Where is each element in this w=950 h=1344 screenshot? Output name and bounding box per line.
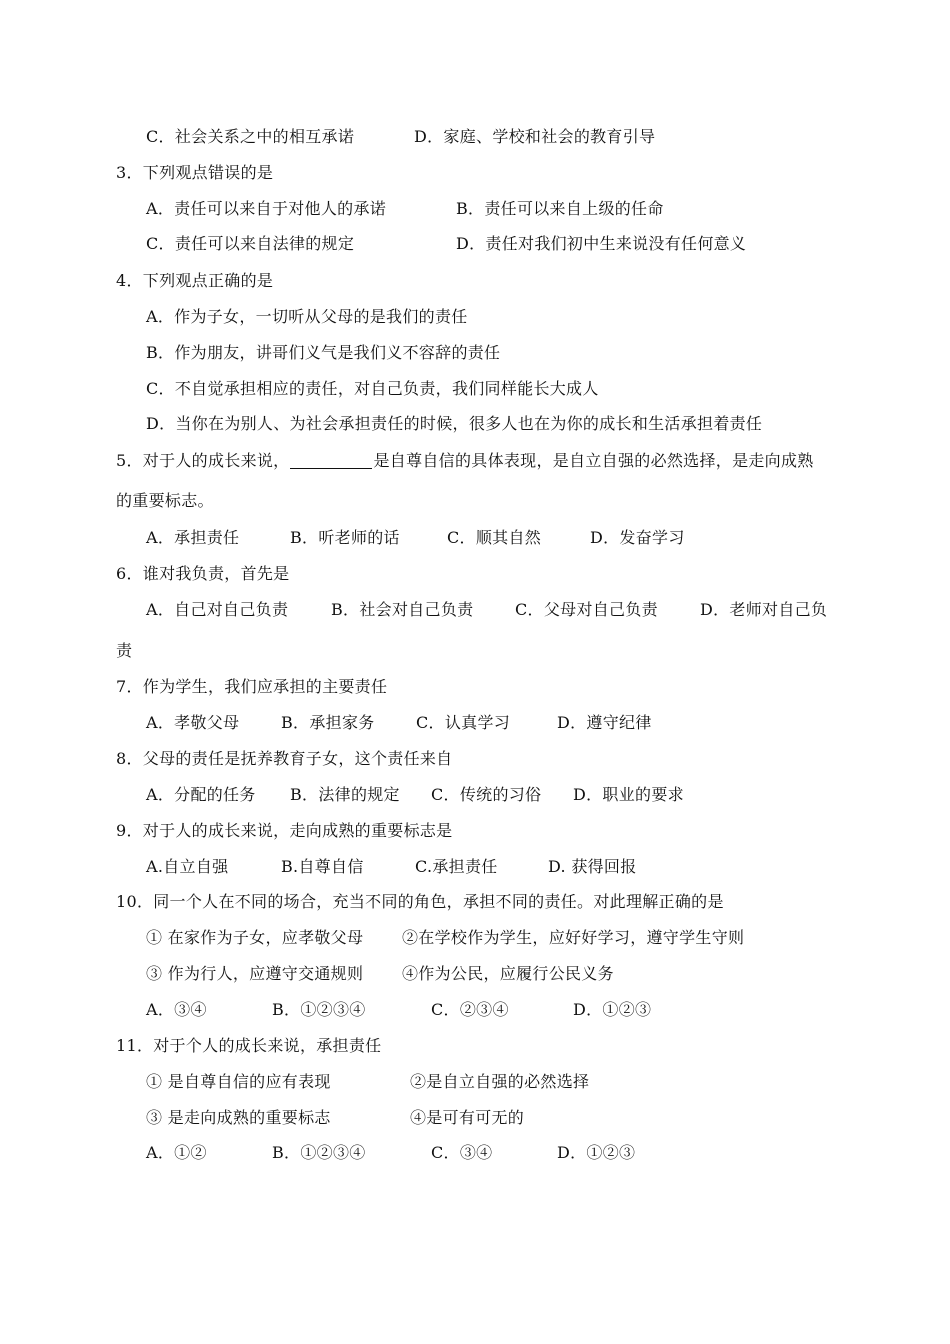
q7-stem: 7．作为学生，我们应承担的主要责任 [116,677,388,696]
q9-option-b: B.自尊自信 [281,857,364,876]
q8-option-c: C．传统的习俗 [431,785,542,804]
q11-stem: 11．对于个人的成长来说，承担责任 [116,1036,382,1055]
q10-stem: 10．同一个人在不同的场合，充当不同的角色，承担不同的责任。对此理解正确的是 [116,892,724,911]
q11-statement-1: ① 是自尊自信的应有表现 [146,1072,331,1091]
q6-option-d-continued: 责 [116,641,133,660]
q10-statement-1: ① 在家作为子女，应孝敬父母 [146,928,364,947]
q8-stem: 8．父母的责任是抚养教育子女，这个责任来自 [116,749,453,768]
q7-option-d: D．遵守纪律 [557,713,652,732]
q9-option-a: A.自立自强 [146,857,229,876]
q9-stem: 9．对于人的成长来说，走向成熟的重要标志是 [116,821,453,840]
q4-option-c: C．不自觉承担相应的责任，对自己负责，我们同样能长大成人 [146,379,599,398]
q9-option-d: D. 获得回报 [548,857,637,876]
q7-option-c: C．认真学习 [416,713,511,732]
q4-option-a: A．作为子女，一切听从父母的是我们的责任 [146,307,468,326]
q8-option-d: D．职业的要求 [573,785,684,804]
q5-stem-after: 是自尊自信的具体表现，是自立自强的必然选择，是走向成熟 [373,451,814,470]
q5-stem-before: 5．对于人的成长来说， [116,451,290,470]
q3-option-b: B．责任可以来自上级的任命 [456,199,664,218]
q11-option-b: B．①②③④ [272,1143,366,1162]
q9-option-c: C.承担责任 [415,857,498,876]
q11-option-a: A．①② [146,1143,207,1162]
q5-stem [116,450,814,472]
q11-option-c: C．③④ [431,1143,493,1162]
q3-option-d: D．责任对我们初中生来说没有任何意义 [456,234,747,253]
q10-statement-2: ②在学校作为学生，应好好学习，遵守学生守则 [402,928,745,947]
q11-option-d: D．①②③ [557,1143,636,1162]
q10-option-b: B．①②③④ [272,1000,366,1019]
q2-option-d: D．家庭、学校和社会的教育引导 [414,127,656,146]
q5-option-c: C．顺其自然 [447,528,542,547]
answer-blank [290,452,372,469]
q6-option-d: D．老师对自己负 [700,600,828,619]
q4-option-b: B．作为朋友，讲哥们义气是我们义不容辞的责任 [146,343,501,362]
q3-option-c: C．责任可以来自法律的规定 [146,234,355,253]
q6-option-b: B．社会对自己负责 [331,600,474,619]
q8-option-b: B．法律的规定 [290,785,400,804]
q5-option-a: A．承担责任 [146,528,240,547]
q11-statement-2: ②是自立自强的必然选择 [410,1072,590,1091]
q10-option-a: A．③④ [146,1000,207,1019]
q6-stem: 6．谁对我负责，首先是 [116,564,290,583]
q10-option-c: C．②③④ [431,1000,509,1019]
q11-statement-4: ④是可有可无的 [410,1108,525,1127]
q4-option-d: D．当你在为别人、为社会承担责任的时候，很多人也在为你的成长和生活承担着责任 [146,414,763,433]
q5-option-b: B．听老师的话 [290,528,400,547]
q11-statement-3: ③ 是走向成熟的重要标志 [146,1108,331,1127]
q7-option-b: B．承担家务 [281,713,375,732]
q3-stem: 3．下列观点错误的是 [116,163,274,182]
q5-stem-continued: 的重要标志。 [116,491,214,510]
q5-option-d: D．发奋学习 [590,528,685,547]
q10-statement-4: ④作为公民，应履行公民义务 [402,964,614,983]
q6-option-c: C．父母对自己负责 [515,600,658,619]
q4-stem: 4．下列观点正确的是 [116,271,274,290]
q10-statement-3: ③ 作为行人，应遵守交通规则 [146,964,364,983]
q2-option-c: C．社会关系之中的相互承诺 [146,127,355,146]
q6-option-a: A．自己对自己负责 [146,600,289,619]
q7-option-a: A．孝敬父母 [146,713,240,732]
q8-option-a: A．分配的任务 [146,785,256,804]
q10-option-d: D．①②③ [573,1000,652,1019]
q3-option-a: A．责任可以来自于对他人的承诺 [146,199,387,218]
